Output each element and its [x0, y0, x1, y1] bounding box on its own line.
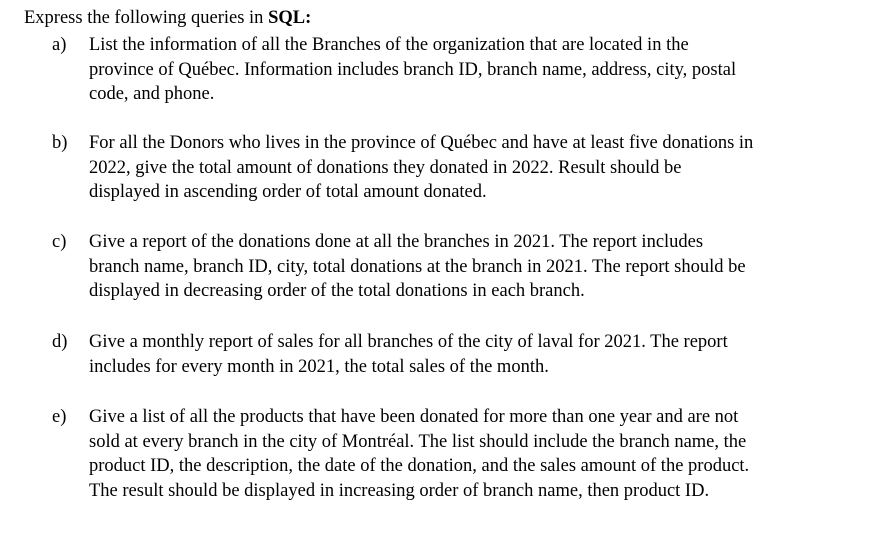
text-line: branch name, branch ID, city, total donations at the branch in 2021. The report should be: [89, 256, 746, 277]
text-line: product ID, the description, the date of the donation, and the sales amount of the product.: [89, 456, 750, 476]
item-text: [89, 330, 862, 379]
item-letter: c): [52, 232, 67, 252]
item-letter: e): [52, 407, 67, 427]
query-item-c: [52, 230, 862, 304]
query-item-b: [52, 131, 862, 205]
item-letter: b): [52, 133, 68, 153]
item-text: [89, 33, 862, 107]
text-line: 2022, give the total amount of donations they donated in 2022. Result should be: [89, 157, 682, 178]
text-line: List the information of all the Branches of the organization that are located in the: [89, 35, 689, 55]
item-text: [89, 230, 862, 304]
instructions-text: Express the following queries in: [24, 8, 269, 28]
text-line: Give a report of the donations done at all the branches in 2021. The report includes: [89, 232, 704, 252]
text-line: displayed in ascending order of total amount donated.: [89, 182, 487, 202]
text-line: code, and phone.: [89, 84, 215, 104]
item-text: [89, 131, 862, 205]
text-line: province of Québec. Information includes branch ID, branch name, address, city, postal: [89, 59, 737, 80]
text-line: For all the Donors who lives in the province of Québec and have at least five donations in: [89, 133, 754, 153]
text-line: sold at every branch in the city of Montréal. The list should include the branch name, the: [89, 431, 747, 452]
instructions-sql-keyword: SQL:: [268, 8, 312, 28]
item-letter: d): [52, 332, 68, 352]
instructions-heading: [24, 6, 311, 31]
query-item-d: [52, 330, 862, 379]
text-line: displayed in decreasing order of the total donations in each branch.: [89, 281, 585, 301]
item-letter: a): [52, 35, 67, 55]
text-line: The result should be displayed in increasing order of branch name, then product ID.: [89, 480, 710, 501]
text-line: includes for every month in 2021, the total sales of the month.: [89, 356, 549, 377]
text-line: Give a monthly report of sales for all branches of the city of laval for 2021. The report: [89, 332, 728, 352]
query-item-e: [52, 405, 862, 503]
text-line: Give a list of all the products that have been donated for more than one year and are not: [89, 407, 739, 427]
query-item-a: [52, 33, 862, 107]
item-text: [89, 405, 862, 503]
